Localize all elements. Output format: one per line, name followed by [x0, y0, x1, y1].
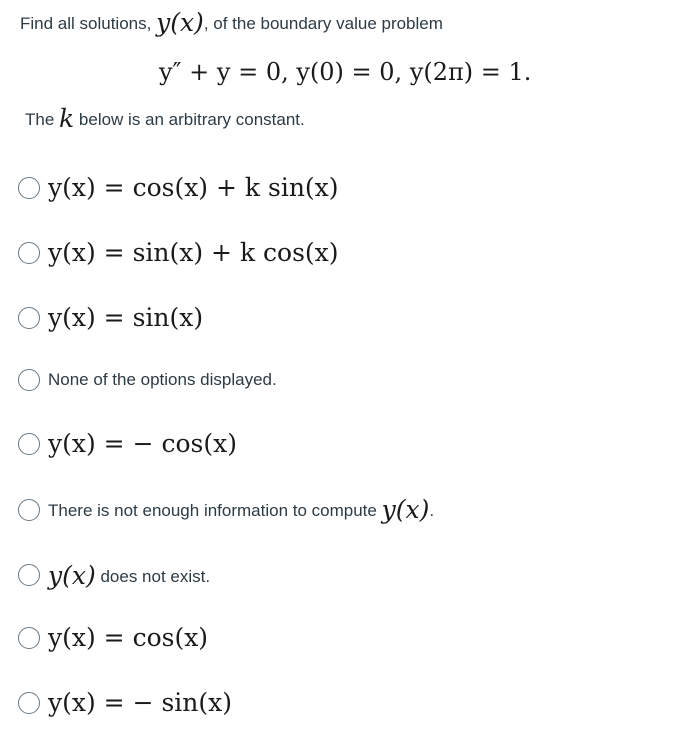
option-inline-math: y(x)	[381, 495, 430, 524]
question-prompt	[20, 8, 443, 37]
boundary-value-equation: y″ + y = 0, y(0) = 0, y(2π) = 1.	[159, 58, 532, 86]
option-inline-math: y(x)	[48, 561, 96, 590]
option-label	[48, 495, 434, 524]
radio-button[interactable]	[18, 564, 40, 586]
option-text-after: .	[429, 501, 435, 520]
answer-option-6[interactable]	[18, 495, 434, 524]
radio-button[interactable]	[18, 692, 40, 714]
prompt-text-after: , of the boundary value problem	[203, 14, 443, 33]
option-math: y(x) = − cos(x)	[48, 429, 237, 458]
answer-option-8[interactable]	[18, 623, 208, 652]
option-label	[48, 560, 210, 590]
option-math: y(x) = cos(x) + k sin(x)	[48, 173, 339, 202]
prompt-math: y(x)	[156, 8, 204, 37]
option-math: y(x) = sin(x)	[48, 303, 204, 332]
answer-option-3[interactable]	[18, 303, 203, 332]
answer-option-1[interactable]	[18, 173, 339, 202]
radio-button[interactable]	[18, 433, 40, 455]
answer-option-7[interactable]	[18, 560, 210, 590]
option-math: y(x) = cos(x)	[48, 623, 209, 652]
option-label: None of the options displayed.	[48, 370, 277, 389]
note-math: k	[59, 104, 75, 133]
answer-option-4[interactable]	[18, 369, 277, 391]
radio-button[interactable]	[18, 177, 40, 199]
radio-button[interactable]	[18, 499, 40, 521]
radio-button[interactable]	[18, 242, 40, 264]
prompt-text-before: Find all solutions,	[20, 14, 157, 33]
option-math: y(x) = − sin(x)	[48, 688, 232, 717]
radio-button[interactable]	[18, 627, 40, 649]
answer-option-5[interactable]	[18, 429, 237, 458]
radio-button[interactable]	[18, 307, 40, 329]
note-text-before: The	[25, 110, 60, 129]
constant-note	[25, 104, 305, 133]
answer-option-2[interactable]	[18, 238, 339, 267]
answer-option-9[interactable]	[18, 688, 232, 717]
option-math: y(x) = sin(x) + k cos(x)	[48, 238, 339, 267]
option-text-after: does not exist.	[95, 567, 211, 586]
radio-button[interactable]	[18, 369, 40, 391]
note-text-after: below is an arbitrary constant.	[74, 110, 305, 129]
option-text-before: There is not enough information to compute	[48, 501, 382, 520]
